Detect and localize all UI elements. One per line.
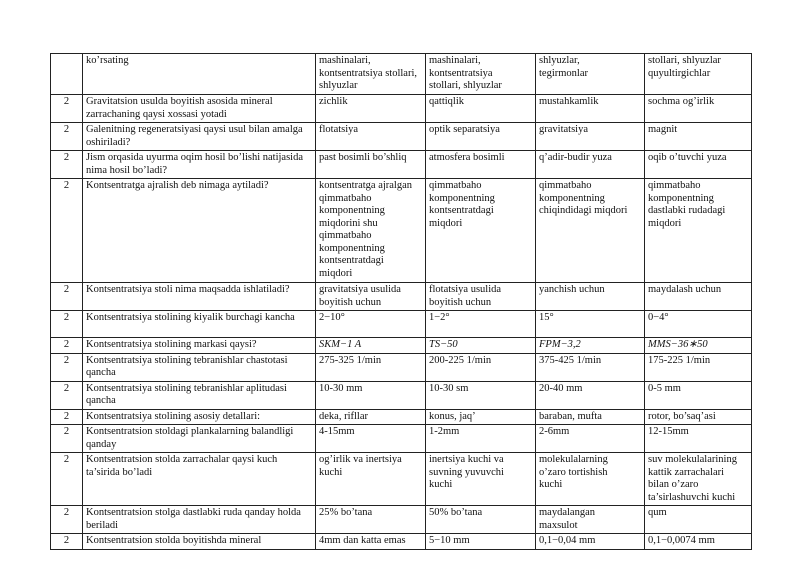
answer-a: 25% bo’tana	[316, 506, 426, 534]
question-number: 2	[51, 506, 83, 534]
answer-d: 12-15mm	[645, 425, 752, 453]
answer-a: 4-15mm	[316, 425, 426, 453]
answer-c: mustahkamlik	[536, 95, 645, 123]
question-number	[51, 54, 83, 95]
question-text: Kontsentratsion stoldagi plankalarning balandligi qanday	[83, 425, 316, 453]
table-row	[51, 123, 752, 151]
answer-c: 15°	[536, 311, 645, 338]
answer-b: inertsiya kuchi va suvning yuvuvchi kuchi	[426, 453, 536, 506]
question-text: Kontsentratsiya stolining kiyalik burchagi kancha	[83, 311, 316, 338]
answer-b: mashinalari, kontsentratsiya stollari, shlyuzlar	[426, 54, 536, 95]
answer-a: mashinalari, kontsentratsiya stollari, shlyuzlar	[316, 54, 426, 95]
answer-a: SKM−1 A	[316, 338, 426, 354]
question-number: 2	[51, 151, 83, 179]
question-number: 2	[51, 95, 83, 123]
question-number: 2	[51, 283, 83, 311]
table-row	[51, 54, 752, 95]
question-number: 2	[51, 534, 83, 550]
question-text: Kontsentratsion stolga dastlabki ruda qanday holda beriladi	[83, 506, 316, 534]
table-row	[51, 95, 752, 123]
answer-c: FPM−3,2	[536, 338, 645, 354]
table-row	[51, 151, 752, 179]
question-number: 2	[51, 381, 83, 409]
answer-c: shlyuzlar, tegirmonlar	[536, 54, 645, 95]
answer-a: flotatsiya	[316, 123, 426, 151]
question-number: 2	[51, 123, 83, 151]
question-text: Kontsentratsiya stolining asosiy detallari:	[83, 409, 316, 425]
answer-c: gravitatsiya	[536, 123, 645, 151]
question-number: 2	[51, 425, 83, 453]
table-row	[51, 338, 752, 354]
answer-b: flotatsiya usulida boyitish uchun	[426, 283, 536, 311]
answer-b: qimmatbaho komponentning kontsentratdagi miqdori	[426, 179, 536, 283]
answer-d: suv molekulalarining kattik zarrachalari bilan o’zaro ta’sirlashuvchi kuchi	[645, 453, 752, 506]
answer-b: 1-2mm	[426, 425, 536, 453]
answer-a: gravitatsiya usulida boyitish uchun	[316, 283, 426, 311]
table-row	[51, 453, 752, 506]
answer-d: stollari, shlyuzlar quyultirgichlar	[645, 54, 752, 95]
question-number: 2	[51, 311, 83, 338]
question-text: Kontsentratsion stolda boyitishda mineral	[83, 534, 316, 550]
question-text: Galenitning regeneratsiyasi qaysi usul bilan amalga oshiriladi?	[83, 123, 316, 151]
answer-a: 10-30 mm	[316, 381, 426, 409]
question-number: 2	[51, 353, 83, 381]
answer-a: 275-325 1/min	[316, 353, 426, 381]
question-number: 2	[51, 453, 83, 506]
answer-a: og’irlik va inertsiya kuchi	[316, 453, 426, 506]
answer-b: 10-30 sm	[426, 381, 536, 409]
answer-b: qattiqlik	[426, 95, 536, 123]
answer-d: 0-5 mm	[645, 381, 752, 409]
table-row	[51, 179, 752, 283]
question-text: Kontsentratsiya stolining tebranishlar chastotasi qancha	[83, 353, 316, 381]
answer-c: baraban, mufta	[536, 409, 645, 425]
answer-a: zichlik	[316, 95, 426, 123]
quiz-table	[50, 53, 752, 550]
answer-d: 0,1−0,0074 mm	[645, 534, 752, 550]
question-text: Kontsentratsiya stolining tebranishlar aplitudasi qancha	[83, 381, 316, 409]
answer-a: kontsentratga ajralgan qimmatbaho komponentning miqdorini shu qimmatbaho komponentning kontsentratdagi miqdori	[316, 179, 426, 283]
answer-d: maydalash uchun	[645, 283, 752, 311]
answer-c: 375-425 1/min	[536, 353, 645, 381]
answer-c: 20-40 mm	[536, 381, 645, 409]
table-row	[51, 425, 752, 453]
answer-a: 2−10°	[316, 311, 426, 338]
answer-c: yanchish uchun	[536, 283, 645, 311]
question-text: Kontsentratsion stolda zarrachalar qaysi kuch ta’sirida bo’ladi	[83, 453, 316, 506]
answer-c: 2-6mm	[536, 425, 645, 453]
answer-c: molekulalarning o’zaro tortishish kuchi	[536, 453, 645, 506]
answer-b: 5−10 mm	[426, 534, 536, 550]
question-number: 2	[51, 179, 83, 283]
answer-b: optik separatsiya	[426, 123, 536, 151]
question-number: 2	[51, 338, 83, 354]
answer-c: maydalangan maxsulot	[536, 506, 645, 534]
table-row	[51, 381, 752, 409]
answer-a: 4mm dan katta emas	[316, 534, 426, 550]
answer-a: deka, rifllar	[316, 409, 426, 425]
answer-c: 0,1−0,04 mm	[536, 534, 645, 550]
answer-b: 1−2°	[426, 311, 536, 338]
answer-d: oqib o’tuvchi yuza	[645, 151, 752, 179]
table-row	[51, 409, 752, 425]
question-text: Kontsentratsiya stolining markasi qaysi?	[83, 338, 316, 354]
answer-d: sochma og’irlik	[645, 95, 752, 123]
answer-c: qimmatbaho komponentning chiqindidagi miqdori	[536, 179, 645, 283]
answer-b: 200-225 1/min	[426, 353, 536, 381]
question-text: Kontsentratga ajralish deb nimaga aytiladi?	[83, 179, 316, 283]
answer-d: 0−4°	[645, 311, 752, 338]
answer-d: MMS−36∗50	[645, 338, 752, 354]
answer-d: magnit	[645, 123, 752, 151]
table-row	[51, 506, 752, 534]
question-number: 2	[51, 409, 83, 425]
table-row	[51, 283, 752, 311]
answer-b: TS−50	[426, 338, 536, 354]
answer-d: qum	[645, 506, 752, 534]
answer-b: atmosfera bosimli	[426, 151, 536, 179]
question-text: ko’rsating	[83, 54, 316, 95]
answer-b: konus, jaq’	[426, 409, 536, 425]
table-row	[51, 353, 752, 381]
table-row	[51, 534, 752, 550]
question-text: Gravitatsion usulda boyitish asosida mineral zarrachaning qaysi xossasi yotadi	[83, 95, 316, 123]
question-text: Jism orqasida uyurma oqim hosil bo’lishi natijasida nima hosil bo’ladi?	[83, 151, 316, 179]
answer-a: past bosimli bo’shliq	[316, 151, 426, 179]
table-row	[51, 311, 752, 338]
answer-d: rotor, bo’saq’asi	[645, 409, 752, 425]
answer-d: qimmatbaho komponentning dastlabki rudadagi miqdori	[645, 179, 752, 283]
answer-d: 175-225 1/min	[645, 353, 752, 381]
question-text: Kontsentratsiya stoli nima maqsadda ishlatiladi?	[83, 283, 316, 311]
answer-c: q’adir-budir yuza	[536, 151, 645, 179]
answer-b: 50% bo’tana	[426, 506, 536, 534]
